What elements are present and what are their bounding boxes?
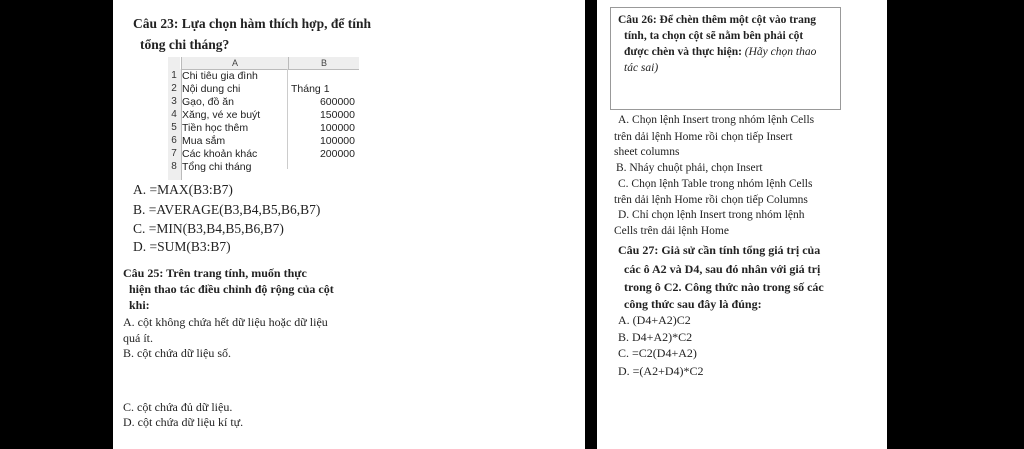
cell-b6: 100000	[319, 135, 355, 147]
row-number: 5	[171, 122, 177, 133]
q27-option-c: C. =C2(D4+A2)	[618, 346, 697, 360]
cell-a7: Các khoản khác	[182, 148, 258, 160]
q26-option-d-line2: Cells trên dải lệnh Home	[614, 225, 729, 237]
cell-b7: 200000	[319, 148, 355, 160]
q25-option-a-line2: quá ít.	[123, 331, 153, 345]
q27-option-b: B. D4+A2)*C2	[618, 330, 693, 344]
right-page	[597, 0, 887, 449]
column-header-a: A	[181, 57, 288, 70]
q23-title-line2: tổng chi tháng?	[140, 37, 230, 52]
q26-option-a-line3: sheet columns	[614, 146, 680, 158]
q23-option-d: D. =SUM(B3:B7)	[133, 239, 231, 254]
q27-title-line1: Câu 27: Giả sử cần tính tổng giá trị của	[618, 243, 821, 257]
cell-b3: 600000	[319, 96, 355, 108]
q25-option-a-line1: A. cột không chứa hết dữ liệu hoặc dữ liệu	[123, 315, 328, 329]
q26-option-a-line2: trên dải lệnh Home rồi chọn tiếp Insert	[614, 131, 793, 143]
q25-title-line2: hiện thao tác điều chỉnh độ rộng của cột	[129, 282, 334, 296]
row-number: 2	[171, 83, 177, 94]
q26-option-b: B. Nháy chuột phải, chọn Insert	[616, 162, 763, 174]
column-header-b: B	[288, 57, 359, 70]
row-number: 7	[171, 148, 177, 159]
q23-option-b: B. =AVERAGE(B3,B4,B5,B6,B7)	[133, 202, 321, 217]
q23-option-c: C. =MIN(B3,B4,B5,B6,B7)	[133, 221, 284, 236]
cell-a4: Xăng, vé xe buýt	[182, 109, 261, 121]
row-number: 3	[171, 96, 177, 107]
cell-a6: Mua sắm	[182, 135, 226, 147]
q26-title-line3-italic: (Hãy chọn thao	[744, 46, 817, 58]
cell-a5: Tiền học thêm	[182, 122, 249, 134]
q26-title-line3-bold: được chèn và thực hiện:	[624, 46, 742, 58]
column-divider	[287, 69, 288, 169]
row-number: 8	[171, 161, 177, 172]
cell-a2: Nội dung chi	[182, 83, 241, 95]
q26-title-line1: Câu 26: Để chèn thêm một cột vào trang	[618, 14, 817, 26]
row-number: 4	[171, 109, 177, 120]
left-page	[113, 0, 585, 449]
q23-option-a: A. =MAX(B3:B7)	[133, 182, 233, 197]
cell-b5: 100000	[319, 122, 355, 134]
cell-a8: Tổng chi tháng	[182, 161, 252, 173]
q23-title-line1: Câu 23: Lựa chọn hàm thích hợp, để tính	[133, 16, 372, 31]
cell-b2: Tháng 1	[291, 83, 330, 95]
cell-b4: 150000	[319, 109, 355, 121]
q26-option-c-line2: trên dải lệnh Home rồi chọn tiếp Columns	[614, 194, 808, 206]
q25-option-c: C. cột chứa đủ dữ liệu.	[123, 400, 233, 414]
q27-option-a: A. (D4+A2)C2	[618, 313, 691, 327]
cell-a1: Chi tiêu gia đình	[182, 70, 258, 82]
cell-a3: Gạo, đồ ăn	[182, 96, 234, 108]
row-number: 1	[171, 70, 177, 81]
spreadsheet-image	[168, 57, 358, 180]
q27-title-line2: các ô A2 và D4, sau đó nhân với giá trị	[624, 262, 821, 276]
q26-title-line2: tính, ta chọn cột sẽ nằm bên phải cột	[624, 30, 804, 42]
q25-option-b: B. cột chứa dữ liệu số.	[123, 346, 231, 360]
q26-option-a-line1: A. Chọn lệnh Insert trong nhóm lệnh Cells	[618, 114, 815, 126]
q25-option-d: D. cột chứa dữ liệu kí tự.	[123, 415, 244, 429]
q26-title-line4: tác sai)	[624, 62, 659, 74]
q25-title-line1: Câu 25: Trên trang tính, muốn thực	[123, 266, 307, 280]
q27-option-d: D. =(A2+D4)*C2	[618, 364, 704, 378]
q26-option-c-line1: C. Chọn lệnh Table trong nhóm lệnh Cells	[618, 178, 813, 190]
q27-title-line4: công thức sau đây là đúng:	[624, 297, 762, 311]
q27-title-line3: trong ô C2. Công thức nào trong số các	[624, 280, 824, 294]
q26-title-line3	[624, 45, 816, 59]
q26-option-d-line1: D. Chỉ chọn lệnh Insert trong nhóm lệnh	[618, 209, 805, 221]
row-number: 6	[171, 135, 177, 146]
q25-title-line3: khi:	[129, 298, 150, 312]
